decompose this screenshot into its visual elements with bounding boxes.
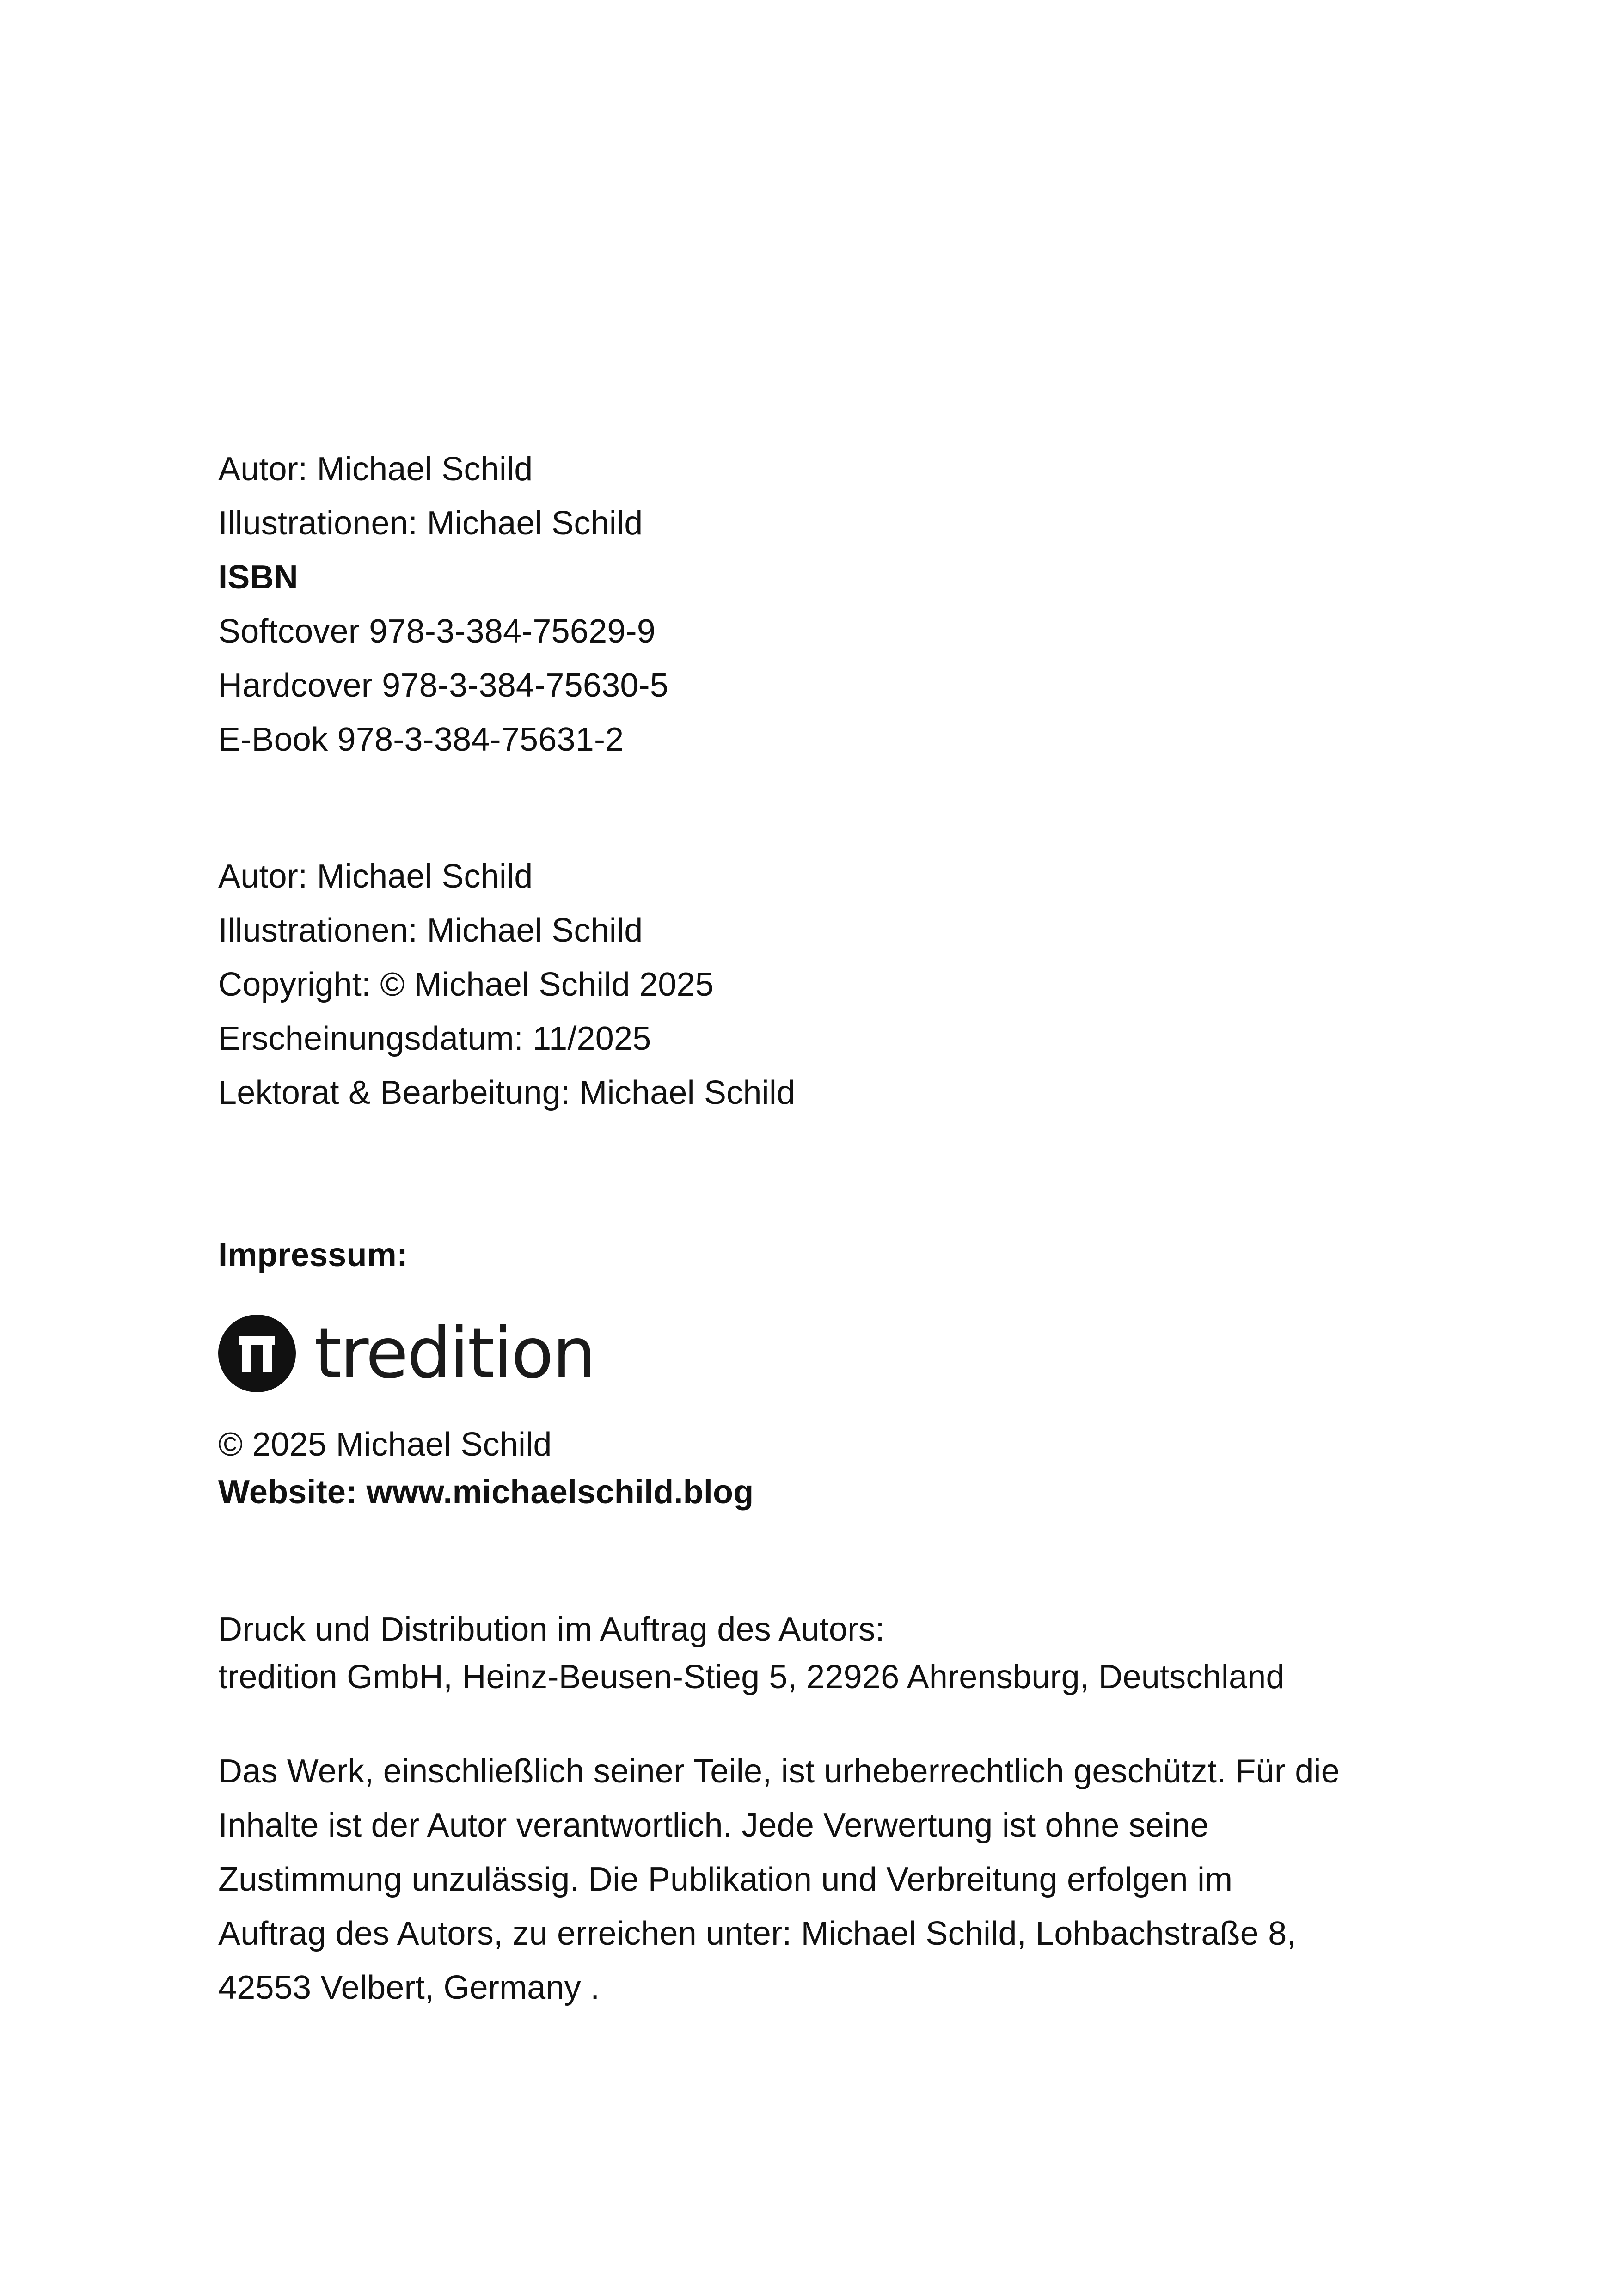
publication-date-line: Erscheinungsdatum: 11/2025: [218, 1020, 651, 1057]
illustrations-line-2: Illustrationen: Michael Schild: [218, 912, 643, 949]
distribution-line-2: tredition GmbH, Heinz-Beusen-Stieg 5, 22926 Ahrensburg, Deutschland: [218, 1659, 1285, 1696]
isbn-hardcover: Hardcover 978-3-384-75630-5: [218, 667, 668, 704]
isbn-softcover: Softcover 978-3-384-75629-9: [218, 613, 656, 650]
legal-line-4: Auftrag des Autors, zu erreichen unter: Michael Schild, Lohbachstraße 8,: [218, 1915, 1296, 1952]
legal-line-5: 42553 Velbert, Germany .: [218, 1969, 600, 2006]
legal-line-3: Zustimmung unzulässig. Die Publikation und Verbreitung erfolgen im: [218, 1861, 1233, 1898]
author-line: Autor: Michael Schild: [218, 451, 533, 488]
distribution-line-1: Druck und Distribution im Auftrag des Autors:: [218, 1611, 885, 1648]
editing-line: Lektorat & Bearbeitung: Michael Schild: [218, 1074, 796, 1111]
tredition-logo-icon: [218, 1315, 296, 1392]
isbn-heading: ISBN: [218, 559, 298, 596]
copyright-line: Copyright: © Michael Schild 2025: [218, 966, 714, 1003]
website-line: Website: www.michaelschild.blog: [218, 1474, 754, 1511]
legal-line-2: Inhalte ist der Autor verantwortlich. Jede Verwertung ist ohne seine: [218, 1807, 1209, 1844]
impressum-heading: Impressum:: [218, 1237, 408, 1274]
isbn-ebook: E-Book 978-3-384-75631-2: [218, 721, 624, 758]
legal-line-1: Das Werk, einschließlich seiner Teile, ist urheberrechtlich geschützt. Für die: [218, 1753, 1340, 1790]
tredition-logo: [218, 1312, 595, 1395]
author-line-2: Autor: Michael Schild: [218, 858, 533, 895]
tredition-logo-wordmark: tredition: [314, 1313, 595, 1394]
impressum-copyright: © 2025 Michael Schild: [218, 1426, 552, 1463]
illustrations-line: Illustrationen: Michael Schild: [218, 505, 643, 542]
